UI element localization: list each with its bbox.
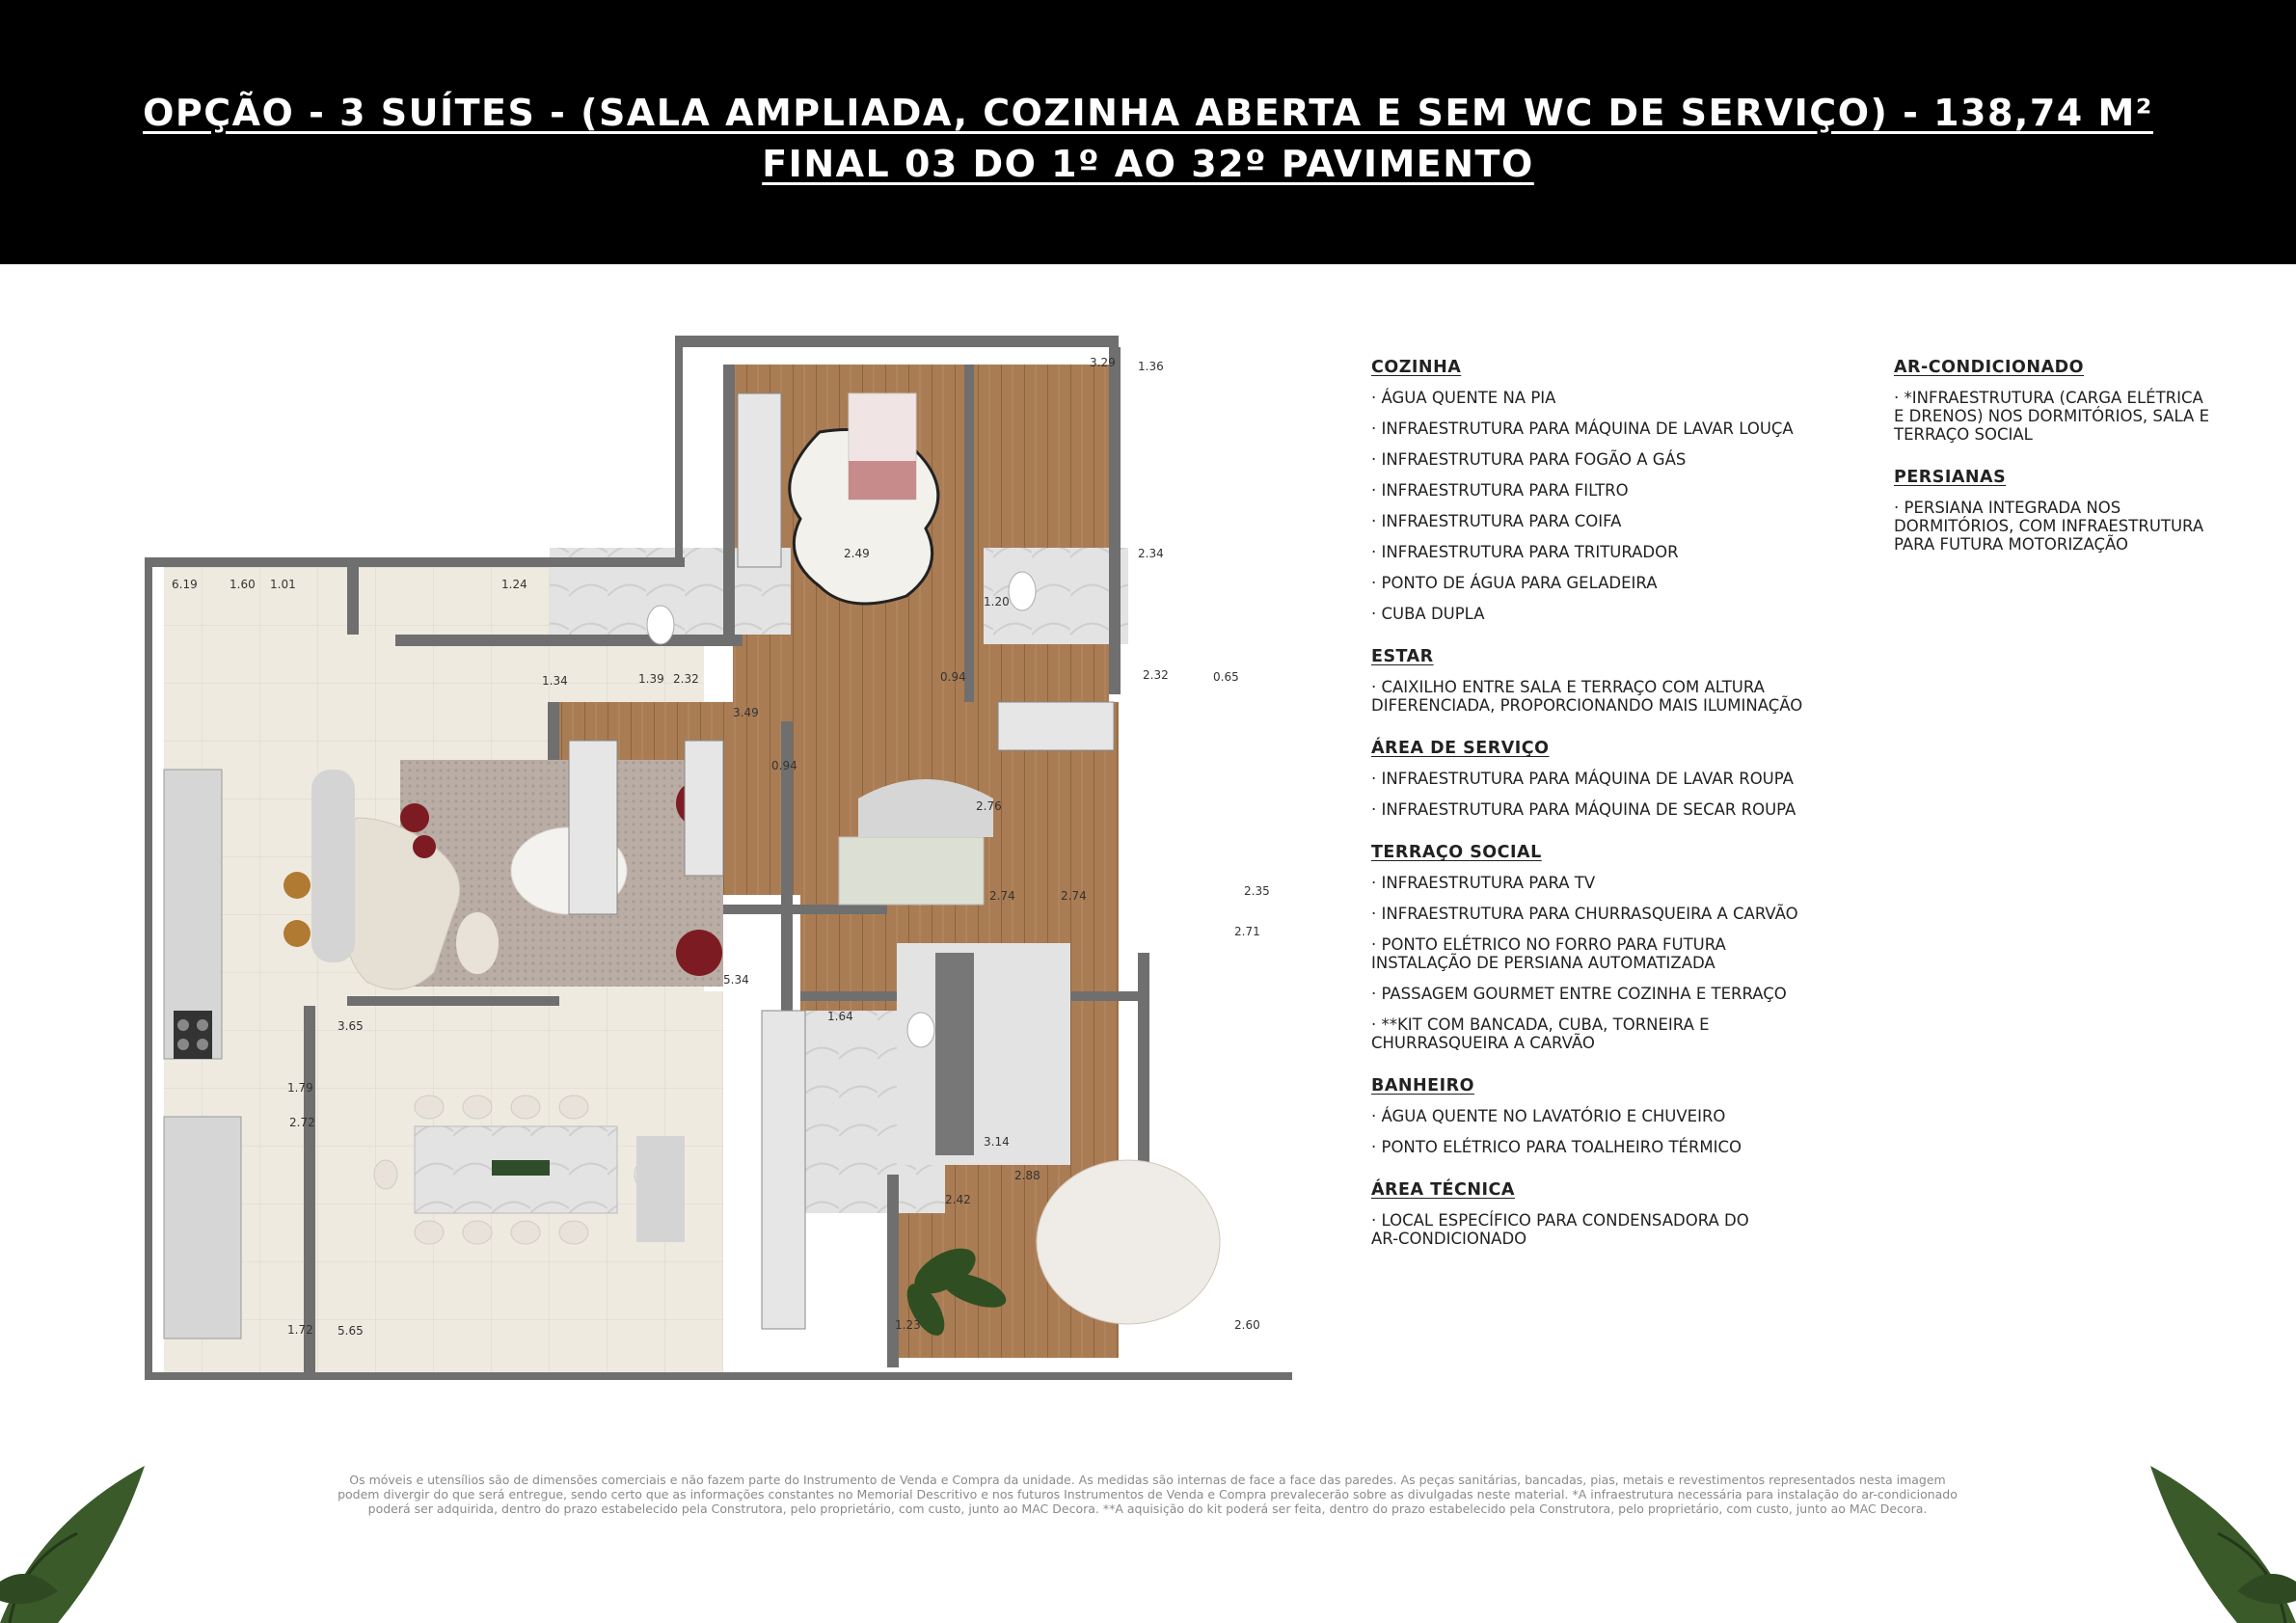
spec-item: · PONTO DE ÁGUA PARA GELADEIRA <box>1371 574 1658 592</box>
dimension-label: 2.32 <box>1143 668 1169 682</box>
spec-item: · **KIT COM BANCADA, CUBA, TORNEIRA E CHURRASQUEIRA A CARVÃO <box>1371 1015 1710 1052</box>
dimension-label: 3.29 <box>1090 356 1116 369</box>
specs-column-right <box>1894 359 2222 579</box>
leaf-right-icon <box>2064 1447 2296 1623</box>
spec-item: · PASSAGEM GOURMET ENTRE COZINHA E TERRAÇO <box>1371 985 1787 1003</box>
floor-plan <box>145 336 1292 1383</box>
dimension-label: 1.60 <box>230 578 256 591</box>
living-room <box>284 760 723 989</box>
dimension-label: 1.34 <box>542 674 568 688</box>
dimension-label: 1.20 <box>984 595 1010 609</box>
leaf-left-icon <box>0 1447 212 1623</box>
spec-heading: BANHEIRO <box>1371 1076 1474 1096</box>
dimension-label: 2.72 <box>289 1116 315 1129</box>
spec-item: · ÁGUA QUENTE NO LAVATÓRIO E CHUVEIRO <box>1371 1107 1726 1125</box>
spec-item: · ÁGUA QUENTE NA PIA <box>1371 389 1556 407</box>
dimension-label: 3.65 <box>338 1019 364 1033</box>
dimension-label: 2.32 <box>673 672 699 686</box>
dimension-label: 5.65 <box>338 1324 364 1338</box>
spec-section-terraco-social <box>1371 844 1824 1052</box>
spec-section-area-tecnica <box>1371 1181 1824 1248</box>
legal-disclaimer: Os móveis e utensílios são de dimensões comerciais e não fazem parte do Instrumento de Venda e Compra da unidade. As medidas são internas de face a face das paredes. As peças sanitárias, bancadas, pias, metais e revestimentos representados nesta imagem podem divergir do que será entregue, sendo certo que as informações constantes no Memorial Descritivo e nos futuros Instrumentos de Venda e Compra prevalecerão sobre as divulgadas neste material. *A infraestrutura necessária para instalação do ar-condicionado poderá ser adquirida, dentro do prazo estabelecido pela Construtora, pelo proprietário, com custo, junto ao MAC Decora. **A aquisição do kit poderá ser feita, dentro do prazo estabelecido pela Construtora, pelo proprietário, com custo, junto ao MAC Decora. <box>338 1473 1958 1516</box>
spec-item: · INFRAESTRUTURA PARA MÁQUINA DE SECAR ROUPA <box>1371 800 1796 819</box>
dimension-label: 3.49 <box>733 706 759 719</box>
dimension-label: 1.01 <box>270 578 296 591</box>
spec-heading: ÁREA TÉCNICA <box>1371 1180 1515 1200</box>
spec-heading: ESTAR <box>1371 647 1434 666</box>
spec-section-banheiro <box>1371 1077 1824 1156</box>
spec-section-ar-condicionado <box>1894 359 2222 444</box>
spec-heading: PERSIANAS <box>1894 468 2007 487</box>
dimension-label: 2.49 <box>844 547 870 560</box>
spec-item: · LOCAL ESPECÍFICO PARA CONDENSADORA DO AR-CONDICIONADO <box>1371 1211 1749 1248</box>
spec-section-area-de-servico <box>1371 740 1824 819</box>
dimension-label: 1.23 <box>895 1318 921 1332</box>
spec-item: · INFRAESTRUTURA PARA TRITURADOR <box>1371 543 1679 561</box>
dimension-label: 2.88 <box>1014 1169 1040 1182</box>
specs-column-left <box>1371 359 1824 1273</box>
dimension-label: 2.42 <box>945 1193 971 1206</box>
spec-item: · CAIXILHO ENTRE SALA E TERRAÇO COM ALTURA DIFERENCIADA, PROPORCIONANDO MAIS ILUMINAÇÃO <box>1371 678 1803 715</box>
dimension-label: 2.74 <box>989 889 1015 903</box>
spec-heading: TERRAÇO SOCIAL <box>1371 843 1542 862</box>
spec-item: · INFRAESTRUTURA PARA FOGÃO A GÁS <box>1371 450 1687 469</box>
spec-item: · CUBA DUPLA <box>1371 605 1485 623</box>
spec-item: · INFRAESTRUTURA PARA MÁQUINA DE LAVAR LOUÇA <box>1371 419 1794 438</box>
dimension-label: 5.34 <box>723 973 749 987</box>
spec-item: · INFRAESTRUTURA PARA MÁQUINA DE LAVAR ROUPA <box>1371 770 1794 788</box>
page-subtitle: FINAL 03 DO 1º AO 32º PAVIMENTO <box>762 143 1534 185</box>
page-title: OPÇÃO - 3 SUÍTES - (SALA AMPLIADA, COZINHA ABERTA E SEM WC DE SERVIÇO) - 138,74 M² <box>143 92 2153 134</box>
spec-heading: COZINHA <box>1371 358 1462 377</box>
dimension-label: 2.71 <box>1234 925 1260 938</box>
spec-item: · INFRAESTRUTURA PARA FILTRO <box>1371 481 1629 500</box>
dimension-label: 1.36 <box>1138 360 1164 373</box>
spec-heading: AR-CONDICIONADO <box>1894 358 2085 377</box>
dimension-label: 3.14 <box>984 1135 1010 1149</box>
spec-item: · PONTO ELÉTRICO PARA TOALHEIRO TÉRMICO <box>1371 1138 1742 1156</box>
spec-item: · INFRAESTRUTURA PARA TV <box>1371 874 1596 892</box>
spec-item: · PONTO ELÉTRICO NO FORRO PARA FUTURA INSTALAÇÃO DE PERSIANA AUTOMATIZADA <box>1371 935 1726 972</box>
dimension-label: 6.19 <box>172 578 198 591</box>
dimension-label: 2.35 <box>1244 884 1270 898</box>
dimension-label: 1.64 <box>827 1010 853 1023</box>
spec-item: · PERSIANA INTEGRADA NOS DORMITÓRIOS, COM INFRAESTRUTURA PARA FUTURA MOTORIZAÇÃO <box>1894 499 2204 554</box>
spec-section-estar <box>1371 648 1824 715</box>
dimension-label: 2.76 <box>976 799 1002 813</box>
dimension-label: 2.60 <box>1234 1318 1260 1332</box>
dimension-label: 0.94 <box>771 759 797 772</box>
dimension-label: 1.72 <box>287 1323 313 1337</box>
spec-item: · *INFRAESTRUTURA (CARGA ELÉTRICA E DRENOS) NOS DORMITÓRIOS, SALA E TERRAÇO SOCIAL <box>1894 389 2210 444</box>
spec-section-persianas <box>1894 469 2222 554</box>
dimension-label: 0.65 <box>1213 670 1239 684</box>
spec-heading: ÁREA DE SERVIÇO <box>1371 739 1550 758</box>
dimension-label: 2.34 <box>1138 547 1164 560</box>
spec-item: · INFRAESTRUTURA PARA COIFA <box>1371 512 1622 530</box>
dimension-label: 2.74 <box>1061 889 1087 903</box>
title-banner <box>0 0 2296 264</box>
spec-section-cozinha <box>1371 359 1824 623</box>
dimension-label: 1.39 <box>638 672 664 686</box>
spec-item: · INFRAESTRUTURA PARA CHURRASQUEIRA A CARVÃO <box>1371 905 1798 923</box>
dimension-label: 0.94 <box>940 670 966 684</box>
dimension-label: 1.24 <box>501 578 527 591</box>
dimension-label: 1.79 <box>287 1081 313 1095</box>
